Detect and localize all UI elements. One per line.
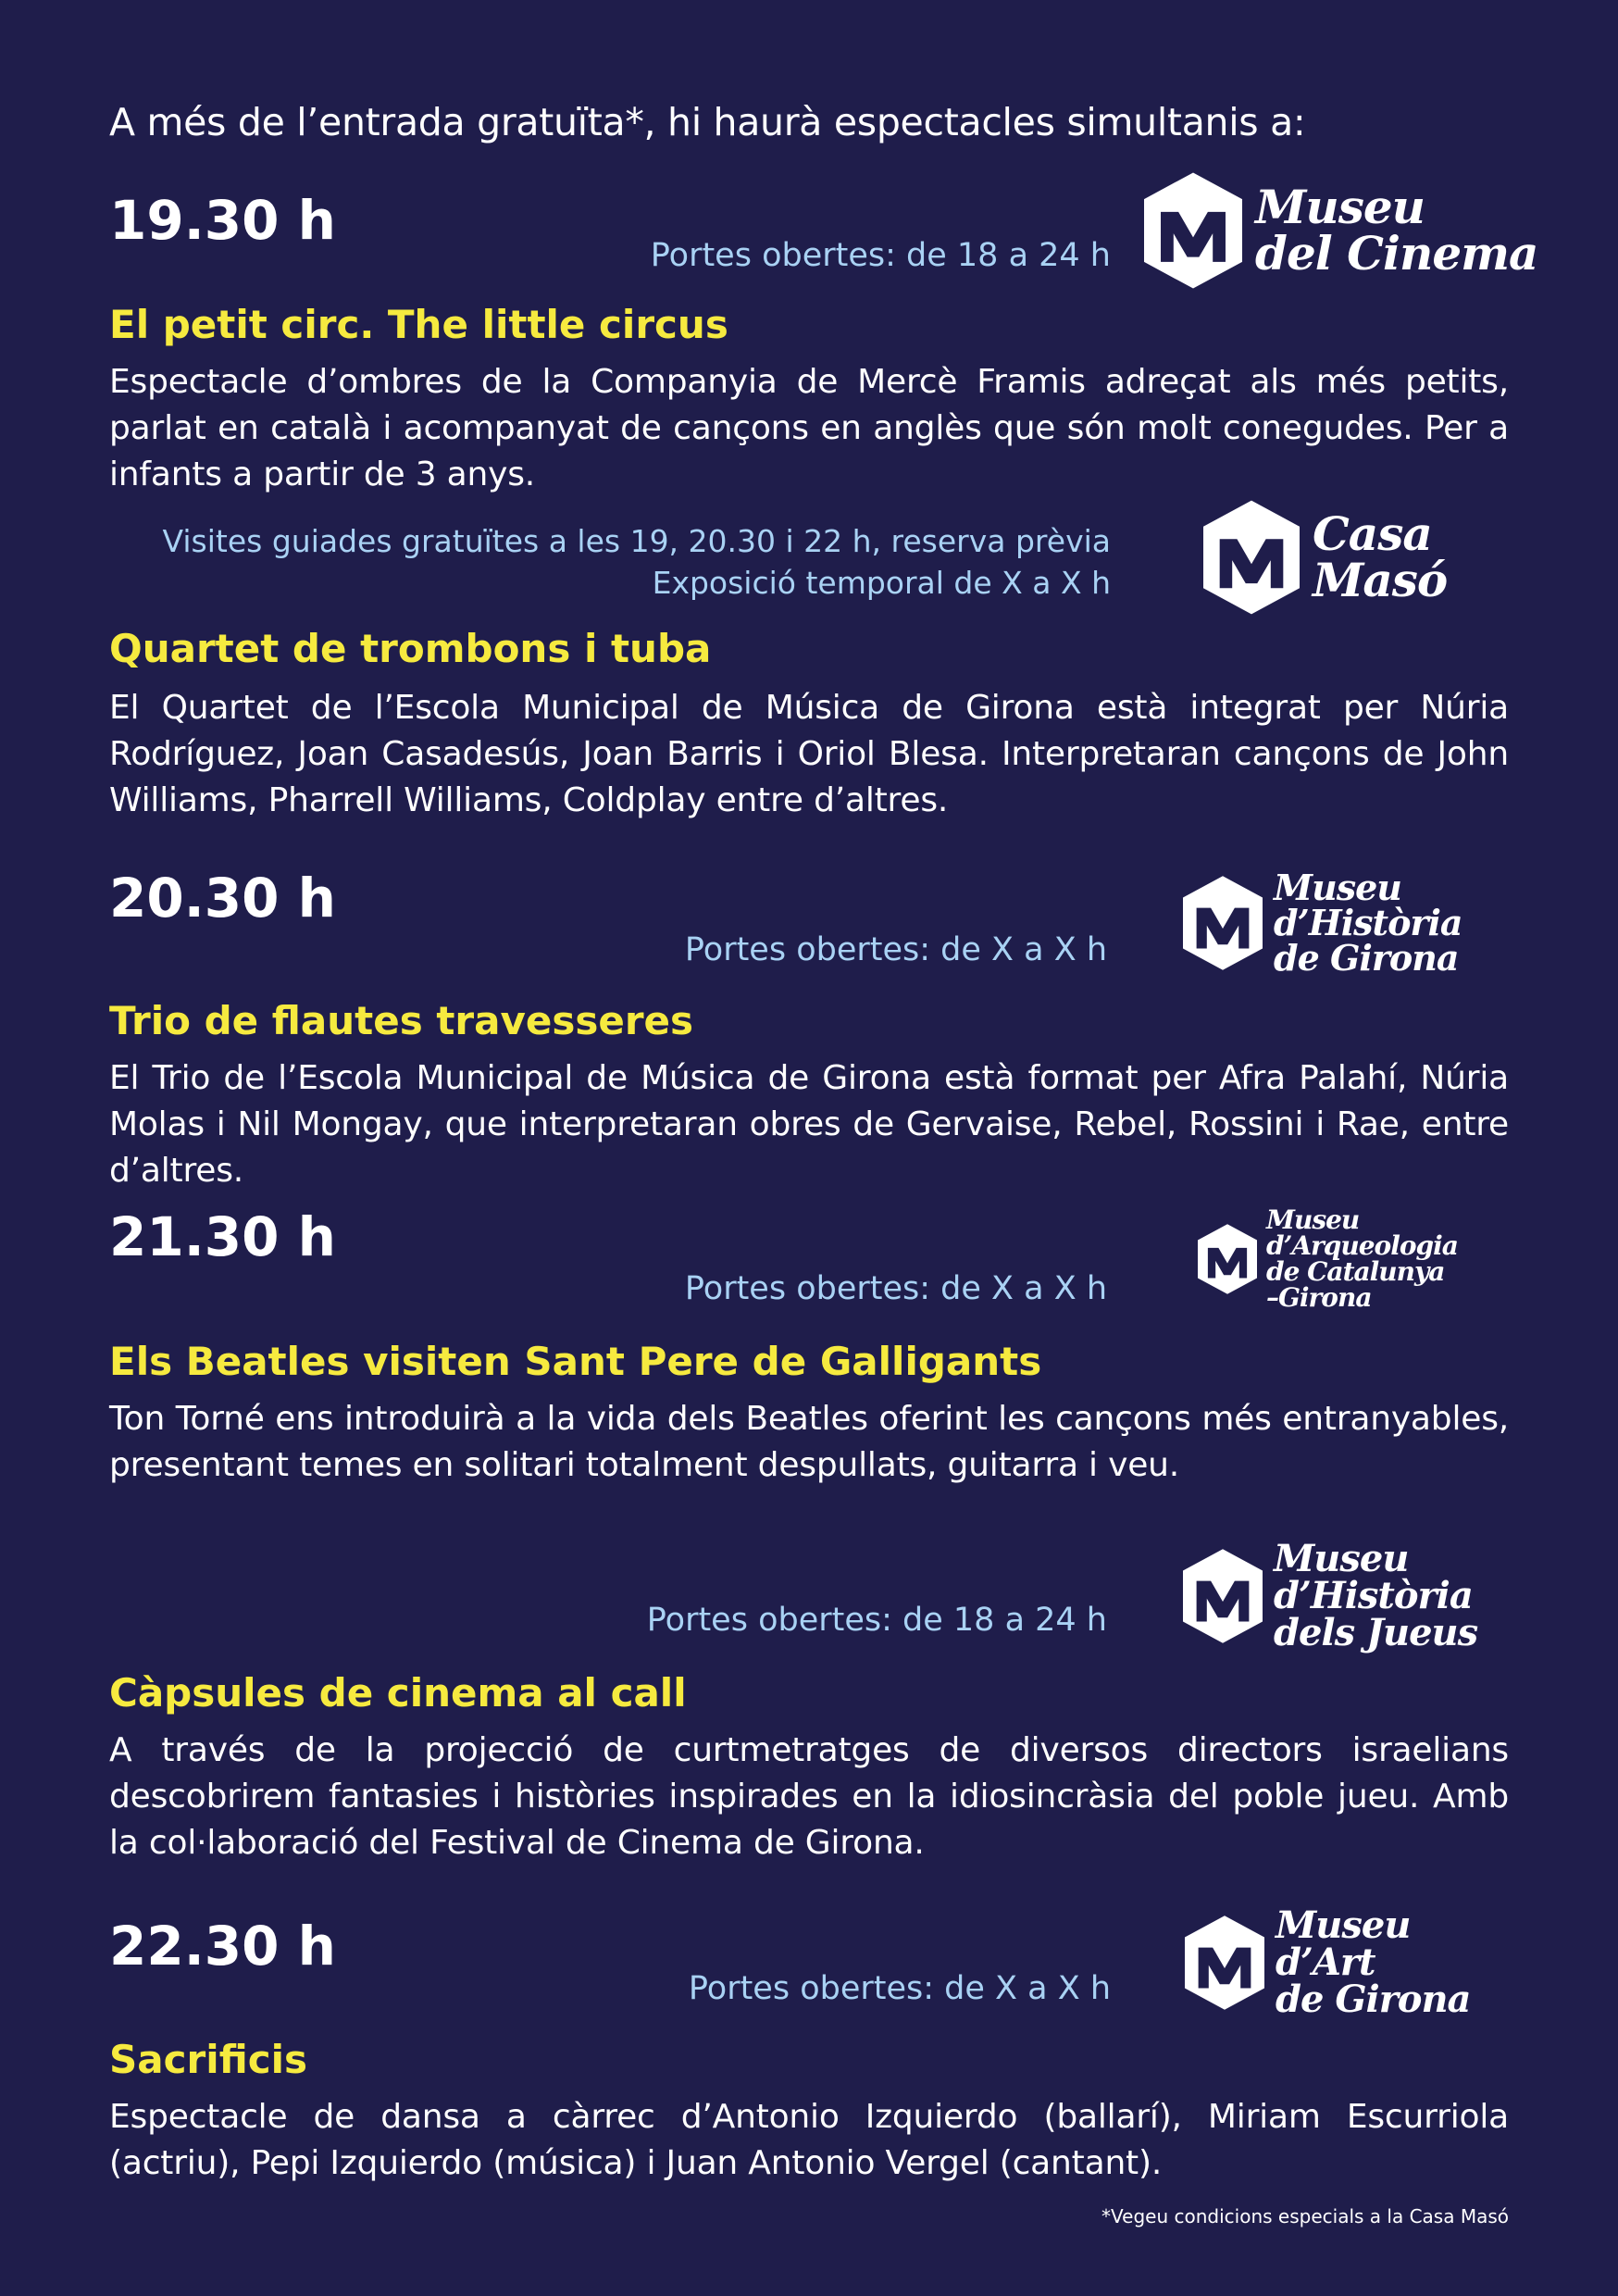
logo-line: de Catalunya [1266, 1256, 1445, 1287]
opening-hours [163, 520, 1111, 604]
footnote: *Vegeu condicions especials a la Casa Masó [1101, 2205, 1509, 2227]
logo-line: Masó [1313, 553, 1448, 607]
intro-text: A més de l’entrada gratuïta*, hi haurà espectacles simultanis a: [109, 100, 1306, 144]
event-description: A través de la projecció de curtmetratges de diversos directors israelians descobrirem fantasies i històries inspirades en la idiosincràsia del poble jueu. Amb la col·laboració del Festival de Cinema de Girona. [109, 1731, 1509, 1862]
logo-line: Museu [1274, 1537, 1409, 1580]
museum-logo-cinema [1144, 172, 1537, 289]
museum-m-icon [1183, 876, 1263, 970]
event-title: Quartet de trombons i tuba [109, 626, 712, 671]
event-description: Ton Torné ens introduirà a la vida dels Beatles oferint les cançons més entranyables, presentant temes en solitari totalment despullats, guitarra i veu. [109, 1400, 1509, 1484]
logo-text [1274, 1537, 1478, 1654]
event-title: Sacrificis [109, 2037, 308, 2082]
museum-m-icon [1144, 172, 1242, 289]
opening-hours: Portes obertes: de 18 a 24 h [646, 1602, 1107, 1639]
museum-m-icon [1183, 1549, 1263, 1643]
event-description: Espectacle d’ombres de la Companyia de Mercè Framis adreçat als més petits, parlat en català i acompanyat de cançons en anglès que són molt conegudes. Per a infants a partir de 3 anys. [109, 363, 1509, 493]
logo-line: Museu [1274, 867, 1401, 908]
event-title: Els Beatles visiten Sant Pere de Galligants [109, 1339, 1042, 1384]
logo-line: del Cinema [1255, 226, 1538, 281]
time-heading: 21.30 h [109, 1205, 336, 1268]
museum-m-icon [1203, 500, 1300, 615]
time-heading: 19.30 h [109, 189, 336, 252]
logo-line: de Girona [1276, 1978, 1471, 2021]
event-title: Trio de flautes travesseres [109, 998, 694, 1043]
logo-text [1266, 1204, 1458, 1313]
logo-line: dels Jueus [1274, 1611, 1478, 1654]
logo-line: de Girona [1274, 937, 1459, 979]
hours-line: Exposició temporal de X a X h [652, 565, 1111, 601]
event-title: El petit circ. The little circus [109, 302, 728, 347]
logo-line: Museu [1266, 1204, 1360, 1235]
logo-text [1276, 1903, 1471, 2021]
logo-line: –Girona [1266, 1282, 1372, 1313]
logo-line: Museu [1276, 1903, 1411, 1947]
logo-line: d’Art [1276, 1940, 1375, 1984]
logo-line: Museu [1255, 180, 1425, 234]
event-description: El Quartet de l’Escola Municipal de Música de Girona està integrat per Núria Rodríguez, Joan Casadesús, Joan Barris i Oriol Blesa. Interpretaran cançons de John Williams, Pharrell Williams, Coldplay entre d’altres. [109, 689, 1509, 819]
opening-hours: Portes obertes: de X a X h [688, 1970, 1111, 2007]
museum-m-icon [1185, 1915, 1264, 2010]
event-description: Espectacle de dansa a càrrec d’Antonio Izquierdo (ballarí), Miriam Escurriola (actriu), Pepi Izquierdo (música) i Juan Antonio Vergel (cantant). [109, 2098, 1509, 2182]
logo-text [1313, 506, 1448, 607]
logo-line: Casa [1313, 506, 1432, 561]
opening-hours: Portes obertes: de X a X h [684, 931, 1107, 968]
logo-text [1255, 180, 1538, 281]
museum-logo-arqueologia [1198, 1204, 1458, 1313]
time-heading: 20.30 h [109, 867, 336, 930]
museum-logo-historia-jueus [1183, 1537, 1478, 1654]
logo-line: d’Història [1274, 902, 1462, 943]
museum-m-icon [1198, 1224, 1257, 1294]
opening-hours: Portes obertes: de 18 a 24 h [650, 237, 1111, 274]
hours-line: Visites guiades gratuïtes a les 19, 20.30 i 22 h, reserva prèvia [162, 523, 1111, 559]
opening-hours: Portes obertes: de X a X h [684, 1270, 1107, 1307]
logo-text [1274, 867, 1462, 979]
museum-logo-historia-girona [1183, 867, 1462, 979]
event-description: El Trio de l’Escola Municipal de Música de Girona està format per Afra Palahí, Núria Molas i Nil Mongay, que interpretaran obres de Gervaise, Rebel, Rossini i Rae, entre d’altres. [109, 1059, 1509, 1190]
event-title: Càpsules de cinema al call [109, 1670, 687, 1716]
time-heading: 22.30 h [109, 1915, 336, 1978]
logo-line: d’Història [1274, 1574, 1473, 1617]
logo-line: d’Arqueologia [1266, 1230, 1458, 1261]
museum-logo-art-girona [1185, 1903, 1471, 2021]
museum-logo-casa-maso [1203, 500, 1447, 615]
